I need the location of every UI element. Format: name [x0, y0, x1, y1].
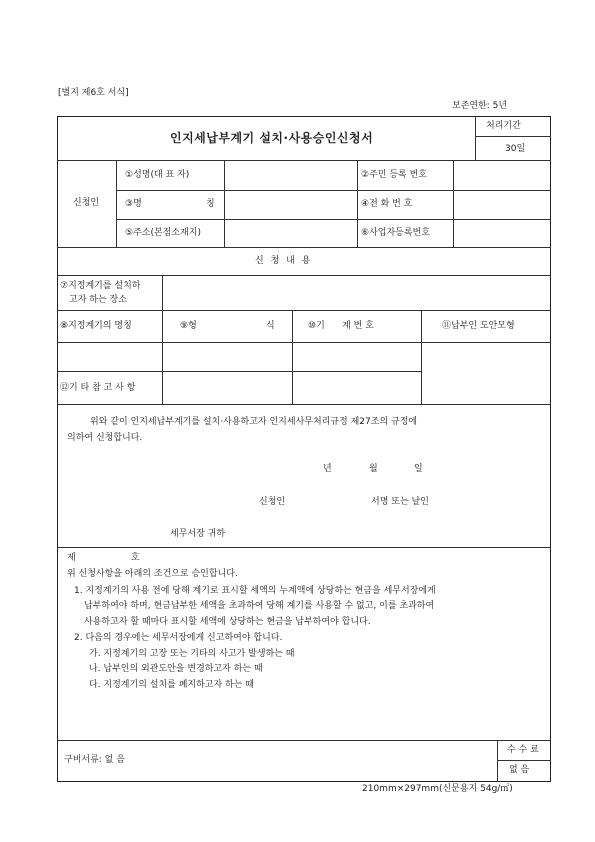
phone-label: ④전 화 번 호 [361, 199, 413, 209]
trade-name-label-b: 칭 [206, 199, 215, 209]
serial-label-a: ⑩기 [308, 321, 325, 331]
rule [57, 547, 551, 548]
statement-line-2: 의하여 신청합니다. [67, 433, 143, 443]
rule [162, 275, 163, 404]
rule [57, 740, 551, 741]
address-label: ⑤주소(본점소재지) [125, 228, 201, 238]
signer-label: 신청인 [259, 497, 286, 507]
request-heading: 신 청 내 용 [255, 256, 313, 266]
date-day-label: 일 [414, 464, 423, 474]
rule [224, 160, 225, 247]
rule [475, 116, 476, 160]
statement-line-1: 위와 같이 인지세납부계기를 설치·사용하고자 인지세사무처리규정 제27조의 규정에 [90, 417, 418, 427]
install-place-label-2: 고자 하는 장소 [69, 295, 127, 305]
approval-line: 나. 납부인의 외관도안을 변경하고자 하는 때 [89, 664, 263, 674]
rule [116, 219, 551, 220]
other-notes-label: ⑫기 타 참 고 사 항 [60, 383, 136, 393]
rule [497, 760, 551, 761]
install-place-label-1: ⑦지정계기를 설치하 [60, 281, 141, 291]
approval-number-a: 제 [67, 553, 76, 563]
date-month-label: 월 [369, 464, 378, 474]
serial-label-b: 계 번 호 [342, 321, 374, 331]
applicant-section-label: 신청인 [73, 198, 100, 208]
device-type-label-b: 식 [266, 321, 275, 331]
approval-line: 납부하여야 하며, 현금납부한 세액을 초과하여 당해 계기를 사용할 수 없고, 이를 초과하여 [84, 601, 435, 611]
rule [57, 404, 551, 405]
required-documents-label: 구비서류: 없 음 [64, 755, 125, 765]
form-number: [별지 제6호 서식] [58, 88, 129, 98]
rule [57, 247, 551, 248]
rule [57, 310, 551, 311]
rule [453, 160, 454, 247]
rule [57, 371, 421, 372]
approval-line: 다. 지정계기의 설치를 폐지하고자 하는 때 [89, 680, 254, 690]
device-type-label-a: ⑨형 [180, 321, 197, 331]
biz-number-label: ⑥사업자등록번호 [361, 228, 430, 238]
rrn-label: ②주민 등록 번호 [361, 170, 427, 180]
approval-line: 2. 다음의 경우에는 세무서장에게 신고하여야 합니다. [74, 633, 283, 643]
rule [421, 310, 422, 404]
processing-period-label: 처리기간 [486, 121, 521, 131]
approval-line: 사용하고자 할 때마다 표시할 세액에 상당하는 현금을 납부하여야 합니다. [84, 617, 371, 627]
paper-spec: 210mm×297mm(신문용지 54g/㎡) [362, 784, 513, 794]
approval-number-b: 호 [131, 553, 140, 563]
signature-label: 서명 또는 날인 [371, 497, 429, 507]
fee-label: 수 수 료 [507, 745, 539, 755]
rule [497, 740, 498, 782]
rule [357, 160, 358, 247]
device-name-label: ⑧지정계기의 명칭 [60, 321, 132, 331]
approval-line: 가. 지정계기의 고장 또는 기타의 사고가 발생하는 때 [89, 649, 295, 659]
form-title: 인지세납부계기 설치·사용승인신청서 [170, 131, 374, 145]
rule [57, 160, 551, 161]
fee-value: 없 음 [509, 765, 530, 775]
retention-period: 보존연한: 5년 [452, 101, 508, 111]
trade-name-label-a: ③명 [125, 199, 142, 209]
rule [475, 136, 551, 137]
rule [57, 342, 551, 343]
processing-period-value: 30일 [505, 144, 526, 154]
rule [116, 160, 117, 247]
date-year-label: 년 [323, 464, 332, 474]
name-label: ①성명(대 표 자) [125, 170, 190, 180]
rule [292, 310, 293, 404]
rule [116, 190, 551, 191]
approval-line: 1. 지정계기의 사용 전에 당해 계기로 표시할 세액의 누계액에 상당하는 현금을 세무서장에게 [74, 586, 436, 596]
stamp-design-label: ⑪납부인 도안모형 [442, 321, 515, 331]
approval-line: 위 신청사항을 아래의 조건으로 승인합니다. [67, 569, 238, 579]
rule [57, 275, 551, 276]
addressee-label: 세무서장 귀하 [170, 529, 226, 539]
